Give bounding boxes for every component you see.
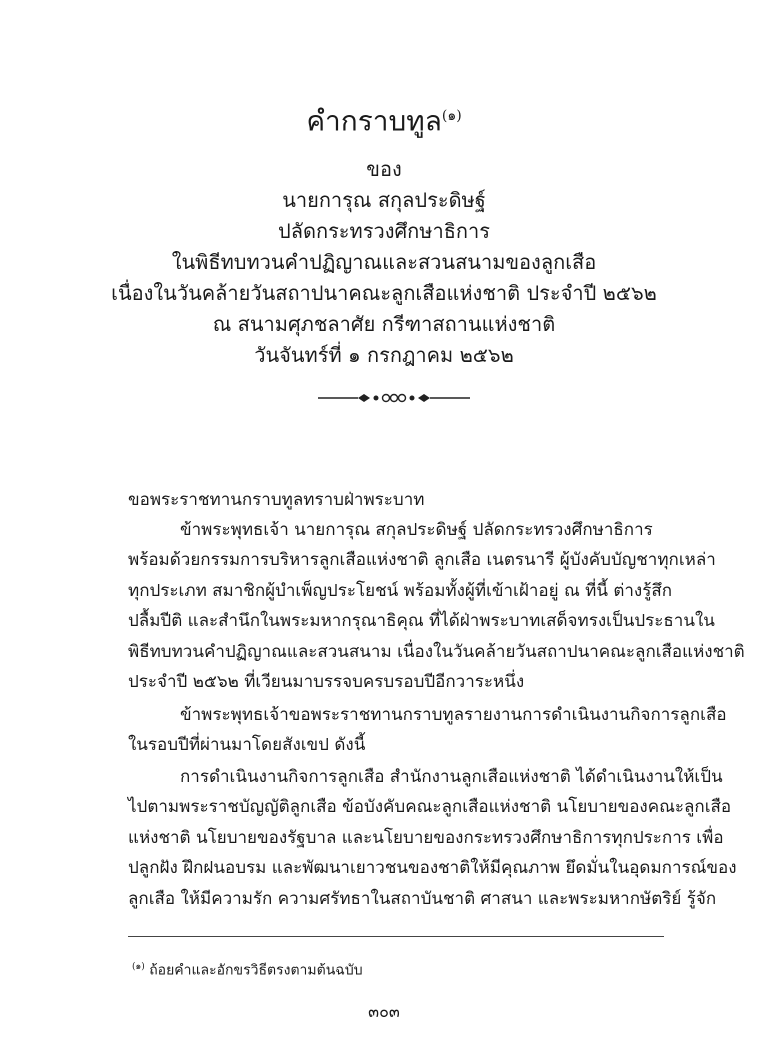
salutation: ขอพระราชทานกราบทูลทราบฝ่าพระบาท <box>128 490 425 510</box>
text-line: ปลูกฝัง ฝึกฝนอบรม และพัฒนาเยาวชนของชาติให้มีคุณภาพ ยึดมั่นในอุดมการณ์ของ <box>128 858 737 879</box>
text-line: การดำเนินงานกิจการลูกเสือ สำนักงานลูกเสือแห่งชาติ ได้ดำเนินงานให้เป็น <box>180 767 723 787</box>
speech-header <box>0 154 768 371</box>
text-line: แห่งชาติ นโยบายของรัฐบาล และนโยบายของกระทรวงศึกษาธิการทุกประการ เพื่อ <box>128 827 724 848</box>
header-line: ของ <box>366 157 402 181</box>
footnote-divider <box>128 936 664 937</box>
paragraph-scout-operations <box>128 762 737 914</box>
footnote-text: ถ้อยคำและอักขรวิธีตรงตามต้นฉบับ <box>149 962 363 979</box>
document-title-block <box>0 96 768 141</box>
text-line: ปลื้มปีติ และสำนึกในพระมหากรุณาธิคุณ ที่ได้ฝ่าพระบาทเสด็จทรงเป็นประธานใน <box>128 611 715 632</box>
text-line: ประจำปี ๒๕๖๒ ที่เวียนมาบรรจบครบรอบปีอีกวาระหนึ่ง <box>128 672 525 693</box>
paragraph-report-intro <box>128 700 727 761</box>
text-line: ลูกเสือ ให้มีความรัก ความศรัทธาในสถาบันชาติ ศาสนา และพระมหากษัตริย์ รู้จัก <box>128 888 717 909</box>
header-line: ปลัดกระทรวงศึกษาธิการ <box>278 219 490 243</box>
document-title: คำกราบทูล <box>306 104 442 138</box>
header-line: เนื่องในวันคล้ายวันสถาปนาคณะลูกเสือแห่งชาติ ประจำปี ๒๕๖๒ <box>111 281 657 305</box>
header-line: วันจันทร์ที่ ๑ กรกฎาคม ๒๕๖๒ <box>254 343 514 367</box>
footnote <box>132 956 363 982</box>
text-line: ข้าพระพุทธเจ้าขอพระราชทานกราบทูลรายงานการดำเนินงานกิจการลูกเสือ <box>180 705 727 725</box>
text-line: พิธีทบทวนคำปฏิญาณและสวนสนาม เนื่องในวันคล้ายวันสถาปนาคณะลูกเสือแห่งชาติ <box>128 641 745 662</box>
text-line: ไปตามพระราชบัญญัติลูกเสือ ข้อบังคับคณะลูกเสือแห่งชาติ นโยบายของคณะลูกเสือ <box>128 797 732 818</box>
paragraph-opening <box>128 515 745 697</box>
title-footnote-marker: (๑) <box>441 108 462 124</box>
text-line: ข้าพระพุทธเจ้า นายการุณ สกุลประดิษฐ์ ปลัดกระทรวงศึกษาธิการ <box>180 520 653 540</box>
header-line: ณ สนามศุภชลาศัย กรีฑาสถานแห่งชาติ <box>212 312 556 336</box>
page-number: ๓๐๓ <box>368 1002 400 1021</box>
text-line: ทุกประเภท สมาชิกผู้บำเพ็ญประโยชน์ พร้อมทั้งผู้ที่เข้าเฝ้าอยู่ ณ ที่นี้ ต่างรู้สึก <box>128 580 673 601</box>
ornament-divider-icon <box>318 388 470 408</box>
text-line: ในรอบปีที่ผ่านมาโดยสังเขป ดังนี้ <box>128 735 366 756</box>
header-line: นายการุณ สกุลประดิษฐ์ <box>282 188 486 212</box>
text-line: พร้อมด้วยกรรมการบริหารลูกเสือแห่งชาติ ลูกเสือ เนตรนารี ผู้บังคับบัญชาทุกเหล่า <box>128 550 716 571</box>
footnote-marker: (๑) <box>132 962 145 972</box>
header-line: ในพิธีทบทวนคำปฏิญาณและสวนสนามของลูกเสือ <box>171 250 597 274</box>
